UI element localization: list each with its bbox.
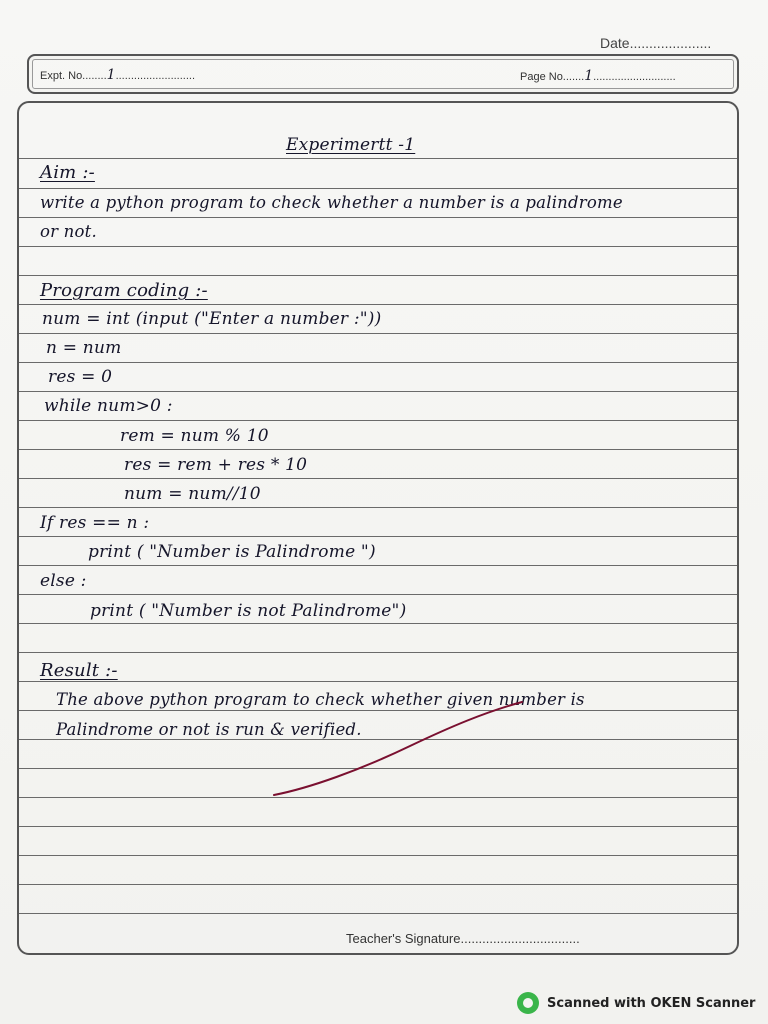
page-dots: ........................... [593, 71, 676, 83]
ruled-line [19, 217, 737, 218]
ruled-line [19, 158, 737, 159]
page-number-field [520, 68, 676, 84]
ruled-line [19, 246, 737, 247]
code-line: print ( "Number is Palindrome ") [88, 542, 376, 562]
code-line: num = int (input ("Enter a number :")) [42, 309, 382, 329]
ruled-line [19, 449, 737, 450]
aim-text-line: or not. [40, 222, 97, 241]
ruled-line [19, 739, 737, 740]
ruled-line [19, 884, 737, 885]
ruled-line [19, 188, 737, 189]
ruled-line [19, 391, 737, 392]
code-line: rem = num % 10 [120, 426, 269, 446]
code-line: while num>0 : [44, 396, 173, 416]
ruled-line [19, 420, 737, 421]
code-line: res = 0 [48, 367, 113, 387]
ruled-line [19, 362, 737, 363]
scanner-text: Scanned with OKEN Scanner [547, 995, 756, 1011]
result-heading: Result :- [40, 660, 118, 681]
ruled-line [19, 275, 737, 276]
ruled-line [19, 565, 737, 566]
ruled-line [19, 623, 737, 624]
ruled-line [19, 652, 737, 653]
experiment-number-field [40, 67, 195, 83]
code-line: else : [40, 571, 87, 591]
code-line: If res == n : [40, 513, 150, 533]
ruled-line [19, 855, 737, 856]
page-label: Page No....... [520, 71, 585, 83]
expt-label: Expt. No........ [40, 70, 107, 82]
program-heading: Program coding :- [40, 280, 208, 301]
teacher-signature-label: Teacher's Signature................................. [346, 931, 580, 946]
experiment-title: Experimertt -1 [286, 135, 416, 155]
scanner-watermark [517, 992, 755, 1014]
expt-value: 1 [106, 67, 116, 83]
ruled-line [19, 304, 737, 305]
oken-scanner-logo-icon [517, 992, 539, 1014]
date-label: Date..................... [600, 35, 712, 51]
code-line: res = rem + res * 10 [124, 455, 308, 475]
code-line: print ( "Number is not Palindrome") [90, 601, 407, 621]
ruled-line [19, 710, 737, 711]
date-field [600, 35, 711, 51]
ruled-line [19, 826, 737, 827]
ruled-line [19, 768, 737, 769]
expt-dots: .......................... [115, 70, 196, 82]
ruled-line [19, 478, 737, 479]
ruled-line [19, 333, 737, 334]
aim-text-line: write a python program to check whether a number is a palindrome [40, 193, 623, 212]
ruled-line [19, 594, 737, 595]
result-text-line: The above python program to check whether given number is [56, 690, 585, 709]
ruled-line [19, 536, 737, 537]
code-line: num = num//10 [124, 484, 261, 504]
code-line: n = num [46, 338, 122, 358]
ruled-line [19, 797, 737, 798]
result-text-line: Palindrome or not is run & verified. [56, 720, 362, 739]
ruled-line [19, 507, 737, 508]
page-value: 1 [584, 68, 594, 84]
ruled-line [19, 913, 737, 914]
aim-heading: Aim :- [40, 162, 95, 183]
ruled-line [19, 681, 737, 682]
